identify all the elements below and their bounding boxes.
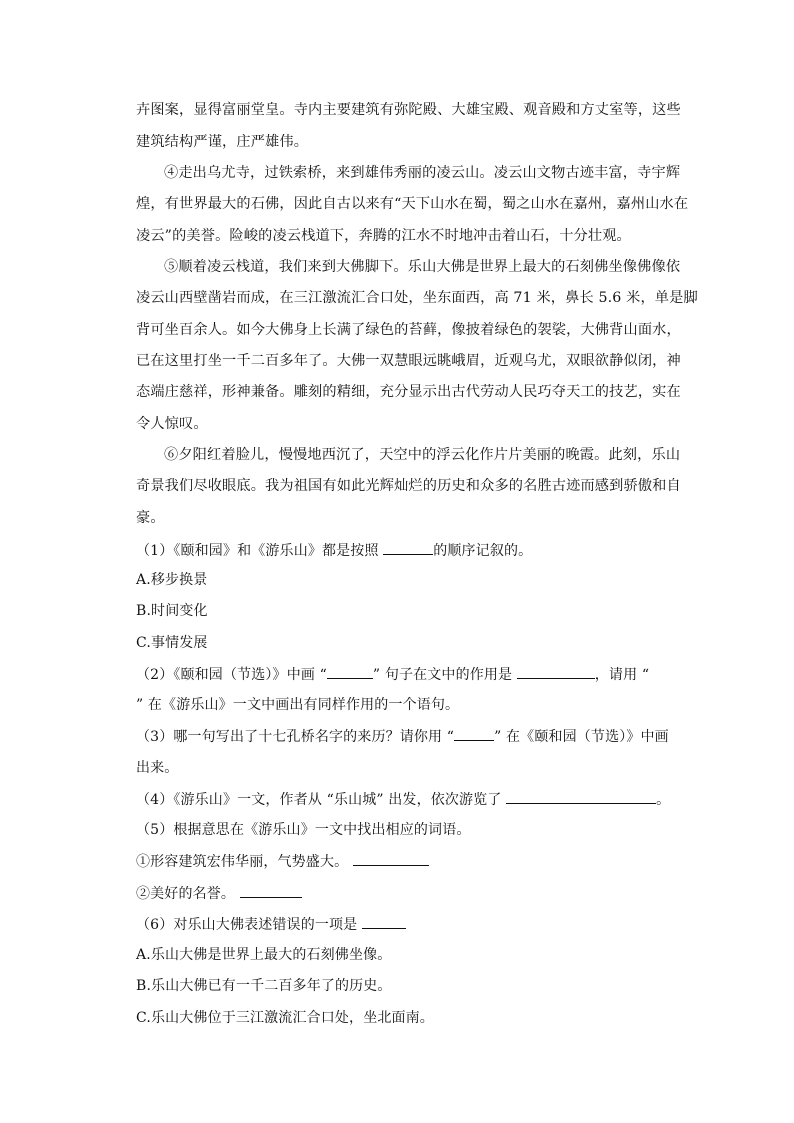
passage-line: 已在这里打坐一千二百多年了。大佛一双慧眼远眺峨眉，近观乌尤，双眼欲静似闭，神 (136, 353, 681, 369)
passage-paragraph-5-start: ⑤顺着凌云栈道，我们来到大佛脚下。乐山大佛是世界上最大的石刻佛坐像佛像依 (164, 259, 681, 275)
passage-line: 背可坐百余人。如今大佛身上长满了绿色的苔藓，像披着绿色的袈裟，大佛背山面水， (136, 322, 681, 338)
question-4-text-end: 。 (656, 792, 671, 808)
question-1-option-a: A.移步换景 (136, 572, 208, 588)
passage-line: 煌，有世界最大的石佛，因此自古以来有“天下山水在蜀，蜀之山水在嘉州，嘉州山水在 (136, 196, 689, 212)
question-1-text-end: 的顺序记叙的。 (433, 543, 533, 559)
question-2-line-2: ” 在《游乐山》一文中画出有同样作用的一个语句。 (136, 697, 460, 713)
question-2-text: （2）《颐和园（节选）》中画 “ (136, 667, 327, 683)
passage-line: 态端庄慈祥，形神兼备。雕刻的精细，充分显示出古代劳动人民巧夺天工的技艺，实在 (136, 384, 681, 400)
question-3-mark-blank[interactable] (454, 726, 494, 741)
question-2-text-mid: ” 句子在文中的作用是 (372, 667, 517, 683)
question-3-text-end: ” 在《颐和园（节选）》中画 (494, 729, 669, 745)
question-5-item-1-blank[interactable] (353, 851, 429, 866)
passage-line: 豪。 (136, 510, 165, 526)
passage-line: 凌云山西壁凿岩而成，在三江激流汇合口处，坐东面西，高 71 米，鼻长 5.6 米，单是脚 (136, 290, 698, 306)
question-6-text: （6）对乐山大佛表述错误的一项是 (136, 917, 362, 933)
passage-line: 卉图案，显得富丽堂皇。寺内主要建筑有弥陀殿、大雄宝殿、观音殿和方丈室等，这些 (136, 102, 681, 118)
passage-line: 奇景我们尽收眼底。我为祖国有如此光辉灿烂的历史和众多的名胜古迹而感到骄傲和自 (136, 478, 681, 494)
question-6 (136, 914, 676, 935)
question-1-text: （1）《颐和园》和《游乐山》都是按照 (136, 543, 384, 559)
question-3-text: （3）哪一句写出了十七孔桥名字的来历？请你用 “ (136, 729, 455, 745)
passage-paragraph-6-start: ⑥夕阳红着脸儿，慢慢地西沉了，天空中的浮云化作片片美丽的晚霞。此刻，乐山 (164, 447, 681, 463)
question-5-item-2 (136, 883, 676, 904)
passage-line: 凌云”的美誉。险峻的凌云栈道下，奔腾的江水不时地冲击着山石，十分壮观。 (136, 228, 631, 244)
question-6-blank[interactable] (362, 914, 406, 929)
question-2-text-end: ，请用 “ (594, 667, 650, 683)
question-4-blank[interactable] (506, 789, 656, 804)
question-6-option-c: C.乐山大佛位于三江激流汇合口处，坐北面南。 (136, 1010, 434, 1026)
question-2 (136, 664, 676, 685)
question-3 (136, 726, 676, 747)
question-5: （5）根据意思在《游乐山》一文中找出相应的词语。 (136, 822, 471, 838)
question-1 (136, 540, 676, 561)
question-5-item-1 (136, 851, 676, 872)
question-2-mark-blank[interactable] (327, 664, 373, 679)
question-5-item-2-text: ②美好的名誉。 (136, 886, 240, 902)
question-3-line-2: 出来。 (136, 760, 179, 776)
passage-line: 建筑结构严谨，庄严雄伟。 (136, 134, 309, 150)
question-1-blank[interactable] (383, 540, 433, 555)
question-6-option-a: A.乐山大佛是世界上最大的石刻佛坐像。 (136, 947, 392, 963)
question-1-option-b: B.时间变化 (136, 603, 208, 619)
question-4-text: （4）《游乐山》一文，作者从 “乐山城” 出发，依次游览了 (136, 792, 507, 808)
question-5-item-2-blank[interactable] (240, 883, 302, 898)
question-5-item-1-text: ①形容建筑宏伟华丽，气势盛大。 (136, 854, 353, 870)
passage-line: 令人惊叹。 (136, 416, 208, 432)
question-6-option-b: B.乐山大佛已有一千二百多年了的历史。 (136, 978, 392, 994)
question-2-answer-blank[interactable] (517, 664, 595, 679)
passage-paragraph-4-start: ④走出乌尤寺，过铁索桥，来到雄伟秀丽的凌云山。凌云山文物古迹丰富，寺宇辉 (164, 165, 681, 181)
question-4 (136, 789, 676, 810)
question-1-option-c: C.事情发展 (136, 635, 208, 651)
